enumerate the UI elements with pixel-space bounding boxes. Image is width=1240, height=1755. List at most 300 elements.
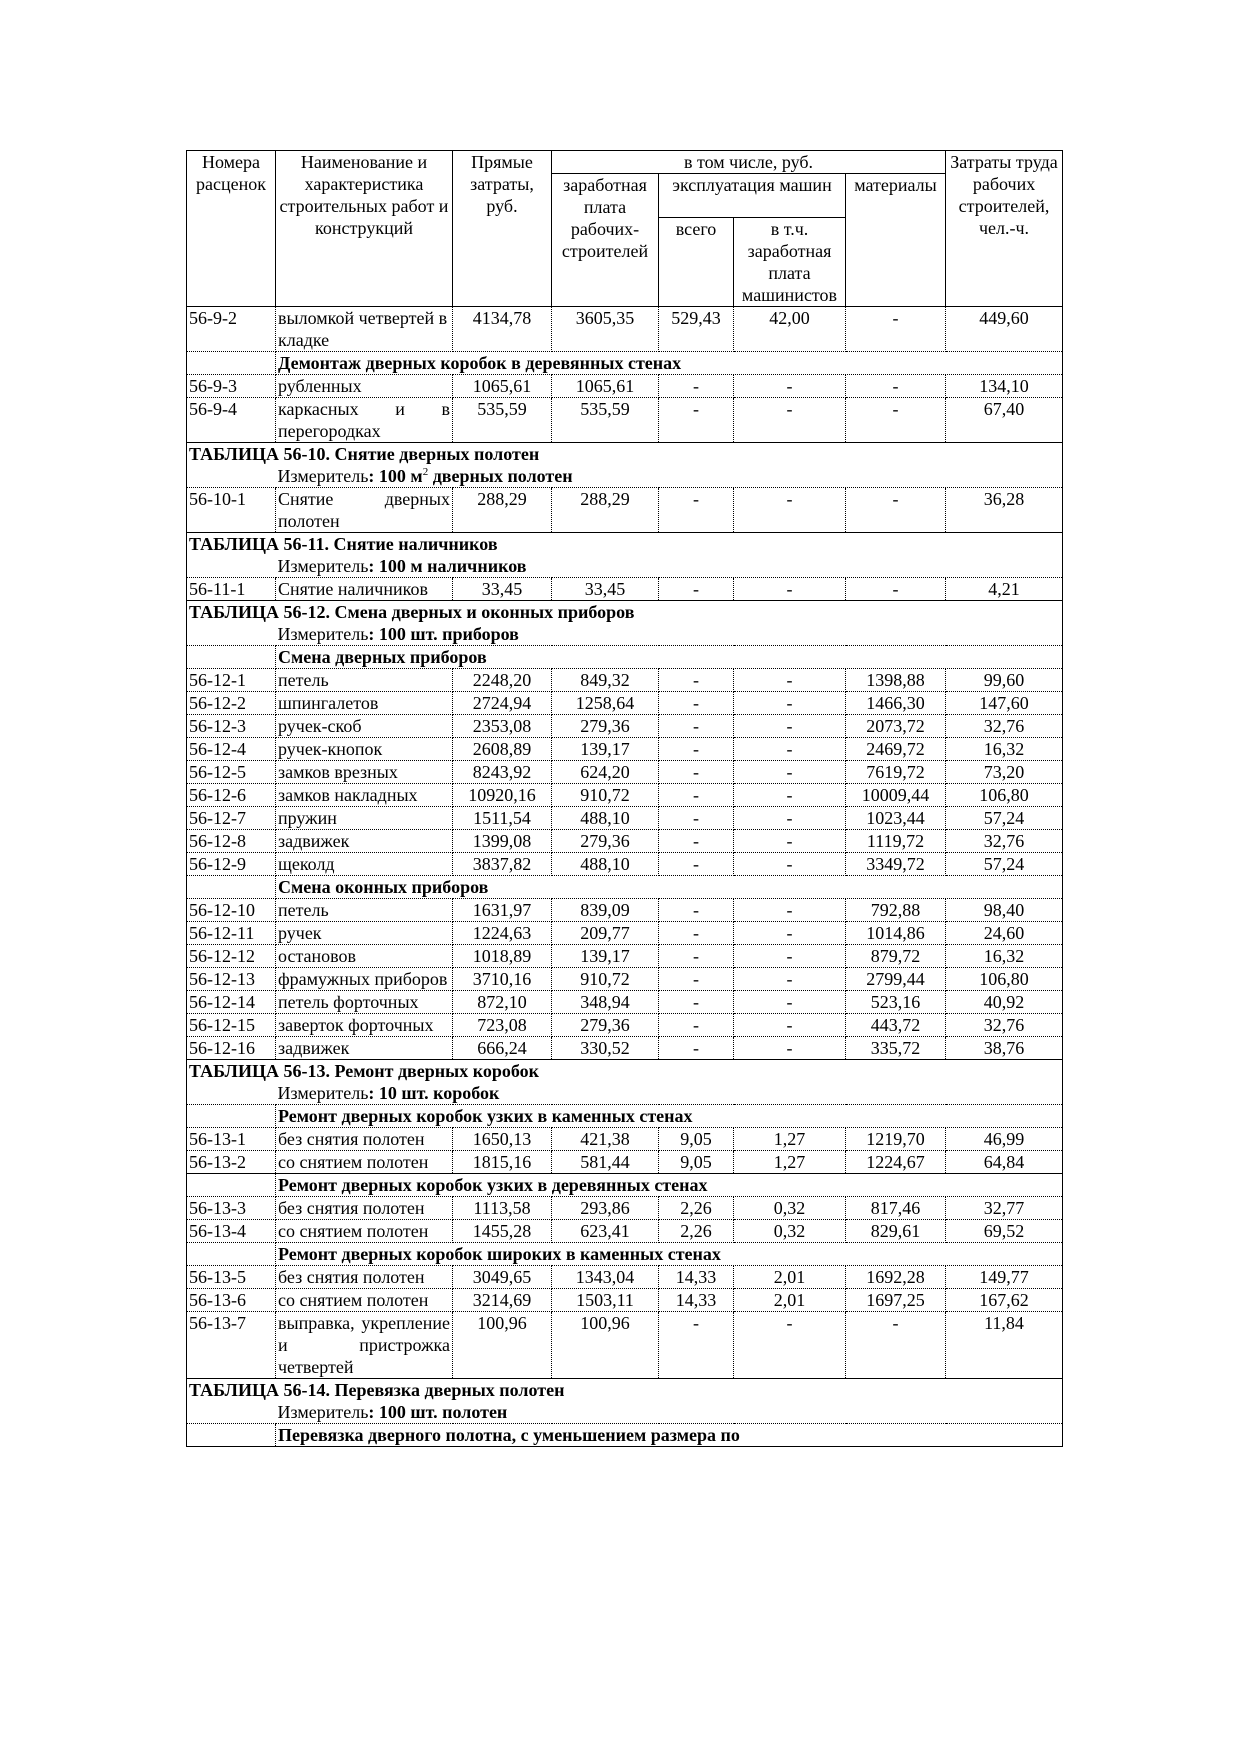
materials-cost: 1119,72	[846, 830, 946, 853]
wage-cost: 839,09	[552, 899, 659, 922]
table-row	[187, 375, 1063, 398]
section-row	[187, 1424, 1063, 1447]
labor-cost: 149,77	[946, 1266, 1063, 1289]
table-body	[187, 307, 1063, 1447]
machines-total: -	[659, 1037, 734, 1060]
machines-total: -	[659, 1312, 734, 1379]
machinist-wage: -	[734, 991, 846, 1014]
rates-document	[186, 150, 1062, 1447]
machinist-wage: -	[734, 488, 846, 533]
direct-cost: 2724,94	[453, 692, 552, 715]
wage-cost: 288,29	[552, 488, 659, 533]
labor-cost: 57,24	[946, 853, 1063, 876]
measure-spacer	[187, 1082, 276, 1105]
wage-cost: 209,77	[552, 922, 659, 945]
work-name: задвижек	[276, 1037, 453, 1060]
direct-cost: 2248,20	[453, 669, 552, 692]
measure-label: Измеритель	[277, 556, 369, 576]
machinist-wage: -	[734, 922, 846, 945]
measure-label: Измеритель	[277, 1083, 369, 1103]
direct-cost: 3837,82	[453, 853, 552, 876]
table-row	[187, 398, 1063, 443]
table-row	[187, 1014, 1063, 1037]
machines-total: -	[659, 945, 734, 968]
header-materials: материалы	[846, 174, 946, 307]
rate-code: 56-12-8	[187, 830, 276, 853]
wage-cost: 421,38	[552, 1128, 659, 1151]
materials-cost: 2799,44	[846, 968, 946, 991]
work-name: выломкой четвертей в кладке	[276, 307, 453, 352]
work-name: выправка, укрепление и пристрожка четвертей	[276, 1312, 453, 1379]
table-row	[187, 1312, 1063, 1379]
wage-cost: 488,10	[552, 853, 659, 876]
wage-cost: 330,52	[552, 1037, 659, 1060]
machinist-wage: -	[734, 715, 846, 738]
labor-cost: 40,92	[946, 991, 1063, 1014]
machinist-wage: 1,27	[734, 1151, 846, 1174]
measure-value: : 100 м	[368, 466, 423, 486]
table-row	[187, 761, 1063, 784]
machinist-wage: -	[734, 761, 846, 784]
measure-value: : 10 шт. коробок	[368, 1083, 500, 1103]
machines-total: 529,43	[659, 307, 734, 352]
rate-code: 56-9-4	[187, 398, 276, 443]
materials-cost: 1466,30	[846, 692, 946, 715]
machines-total: -	[659, 784, 734, 807]
work-name: ручек-скоб	[276, 715, 453, 738]
rate-code: 56-13-1	[187, 1128, 276, 1151]
wage-cost: 581,44	[552, 1151, 659, 1174]
rate-code: 56-12-16	[187, 1037, 276, 1060]
work-name: петель форточных	[276, 991, 453, 1014]
labor-cost: 69,52	[946, 1220, 1063, 1243]
table-title: ТАБЛИЦА 56-11. Снятие наличников	[187, 533, 1063, 556]
direct-cost: 10920,16	[453, 784, 552, 807]
machinist-wage: 2,01	[734, 1266, 846, 1289]
work-name: без снятия полотен	[276, 1197, 453, 1220]
measure-spacer	[187, 555, 276, 578]
work-name: петель	[276, 899, 453, 922]
work-name: каркасных и в перегородках	[276, 398, 453, 443]
labor-cost: 67,40	[946, 398, 1063, 443]
table-row	[187, 1151, 1063, 1174]
direct-cost: 288,29	[453, 488, 552, 533]
work-name: ручек	[276, 922, 453, 945]
labor-cost: 24,60	[946, 922, 1063, 945]
labor-cost: 98,40	[946, 899, 1063, 922]
direct-cost: 2608,89	[453, 738, 552, 761]
wage-cost: 3605,35	[552, 307, 659, 352]
materials-cost: 1219,70	[846, 1128, 946, 1151]
header-mach-total: всего	[659, 218, 734, 307]
table-row	[187, 968, 1063, 991]
measure-row	[187, 465, 1063, 488]
measure-text	[276, 555, 1063, 578]
machines-total: 14,33	[659, 1289, 734, 1312]
table-title-row	[187, 1379, 1063, 1402]
direct-cost: 1018,89	[453, 945, 552, 968]
wage-cost: 348,94	[552, 991, 659, 1014]
section-title: Ремонт дверных коробок узких в деревянных стенах	[276, 1174, 1063, 1197]
header-labor: Затраты труда рабочих строителей, чел.-ч.	[946, 151, 1063, 307]
labor-cost: 16,32	[946, 738, 1063, 761]
rate-code: 56-12-11	[187, 922, 276, 945]
machines-total: -	[659, 738, 734, 761]
direct-cost: 1224,63	[453, 922, 552, 945]
labor-cost: 32,76	[946, 830, 1063, 853]
machines-total: -	[659, 375, 734, 398]
materials-cost: 523,16	[846, 991, 946, 1014]
materials-cost: 1692,28	[846, 1266, 946, 1289]
wage-cost: 1065,61	[552, 375, 659, 398]
materials-cost: 817,46	[846, 1197, 946, 1220]
materials-cost: -	[846, 375, 946, 398]
table-row	[187, 738, 1063, 761]
measure-value: : 100 шт. полотен	[368, 1402, 508, 1422]
rate-code: 56-12-13	[187, 968, 276, 991]
table-title: ТАБЛИЦА 56-12. Смена дверных и оконных приборов	[187, 601, 1063, 624]
materials-cost: 10009,44	[846, 784, 946, 807]
direct-cost: 1511,54	[453, 807, 552, 830]
machines-total: -	[659, 807, 734, 830]
machines-total: -	[659, 715, 734, 738]
wage-cost: 279,36	[552, 715, 659, 738]
table-title-row	[187, 443, 1063, 466]
rate-code: 56-13-4	[187, 1220, 276, 1243]
machines-total: -	[659, 692, 734, 715]
table-title: ТАБЛИЦА 56-10. Снятие дверных полотен	[187, 443, 1063, 466]
section-spacer	[187, 1243, 276, 1266]
rate-code: 56-12-9	[187, 853, 276, 876]
direct-cost: 535,59	[453, 398, 552, 443]
work-name: петель	[276, 669, 453, 692]
measure-row	[187, 623, 1063, 646]
work-name: пружин	[276, 807, 453, 830]
machines-total: -	[659, 578, 734, 601]
table-row	[187, 1037, 1063, 1060]
wage-cost: 535,59	[552, 398, 659, 443]
section-row	[187, 1243, 1063, 1266]
direct-cost: 4134,78	[453, 307, 552, 352]
machinist-wage: -	[734, 1312, 846, 1379]
table-row	[187, 945, 1063, 968]
measure-unit: дверных полотен	[428, 466, 573, 486]
rate-code: 56-12-2	[187, 692, 276, 715]
machinist-wage: -	[734, 945, 846, 968]
work-name: рубленных	[276, 375, 453, 398]
direct-cost: 2353,08	[453, 715, 552, 738]
materials-cost: 1023,44	[846, 807, 946, 830]
labor-cost: 64,84	[946, 1151, 1063, 1174]
machinist-wage: -	[734, 738, 846, 761]
materials-cost: 7619,72	[846, 761, 946, 784]
measure-row	[187, 1082, 1063, 1105]
section-row	[187, 352, 1063, 375]
machines-total: -	[659, 761, 734, 784]
wage-cost: 33,45	[552, 578, 659, 601]
rate-code: 56-12-14	[187, 991, 276, 1014]
table-row	[187, 669, 1063, 692]
rate-code: 56-12-12	[187, 945, 276, 968]
table-row	[187, 1128, 1063, 1151]
materials-cost: 1398,88	[846, 669, 946, 692]
table-title-row	[187, 533, 1063, 556]
machines-total: 9,05	[659, 1151, 734, 1174]
header-incl: в том числе, руб.	[552, 151, 946, 174]
measure-spacer	[187, 623, 276, 646]
rate-code: 56-12-4	[187, 738, 276, 761]
work-name: заверток форточных	[276, 1014, 453, 1037]
rate-code: 56-12-15	[187, 1014, 276, 1037]
table-row	[187, 807, 1063, 830]
work-name: остановов	[276, 945, 453, 968]
wage-cost: 624,20	[552, 761, 659, 784]
materials-cost: 2073,72	[846, 715, 946, 738]
rate-code: 56-13-6	[187, 1289, 276, 1312]
machinist-wage: -	[734, 853, 846, 876]
direct-cost: 723,08	[453, 1014, 552, 1037]
work-name: задвижек	[276, 830, 453, 853]
direct-cost: 1455,28	[453, 1220, 552, 1243]
materials-cost: 1014,86	[846, 922, 946, 945]
measure-text	[276, 623, 1063, 646]
direct-cost: 872,10	[453, 991, 552, 1014]
table-row	[187, 1289, 1063, 1312]
table-row	[187, 715, 1063, 738]
machinist-wage: -	[734, 784, 846, 807]
labor-cost: 167,62	[946, 1289, 1063, 1312]
rate-code: 56-11-1	[187, 578, 276, 601]
machinist-wage: 0,32	[734, 1220, 846, 1243]
machines-total: -	[659, 853, 734, 876]
rate-code: 56-12-1	[187, 669, 276, 692]
machines-total: -	[659, 398, 734, 443]
measure-text	[276, 1401, 1063, 1424]
header-wage: заработная плата рабочих-строителей	[552, 174, 659, 307]
rate-code: 56-12-10	[187, 899, 276, 922]
measure-label: Измеритель	[277, 624, 369, 644]
labor-cost: 99,60	[946, 669, 1063, 692]
wage-cost: 910,72	[552, 968, 659, 991]
section-spacer	[187, 646, 276, 669]
table-row	[187, 1220, 1063, 1243]
header-mach-wage: в т.ч. заработная плата машинистов	[734, 218, 846, 307]
labor-cost: 38,76	[946, 1037, 1063, 1060]
measure-value: : 100 м наличников	[368, 556, 527, 576]
direct-cost: 1815,16	[453, 1151, 552, 1174]
direct-cost: 3049,65	[453, 1266, 552, 1289]
section-row	[187, 1174, 1063, 1197]
wage-cost: 623,41	[552, 1220, 659, 1243]
machines-total: -	[659, 1014, 734, 1037]
wage-cost: 293,86	[552, 1197, 659, 1220]
table-row	[187, 307, 1063, 352]
work-name: шпингалетов	[276, 692, 453, 715]
rate-code: 56-12-5	[187, 761, 276, 784]
machinist-wage: -	[734, 375, 846, 398]
direct-cost: 1113,58	[453, 1197, 552, 1220]
rate-code: 56-12-7	[187, 807, 276, 830]
direct-cost: 3710,16	[453, 968, 552, 991]
direct-cost: 1631,97	[453, 899, 552, 922]
measure-row	[187, 1401, 1063, 1424]
work-name: со снятием полотен	[276, 1289, 453, 1312]
section-title: Перевязка дверного полотна, с уменьшением размера по	[276, 1424, 1063, 1447]
materials-cost: 335,72	[846, 1037, 946, 1060]
work-name: фрамужных приборов	[276, 968, 453, 991]
section-title: Ремонт дверных коробок узких в каменных стенах	[276, 1105, 1063, 1128]
section-spacer	[187, 876, 276, 899]
rate-code: 56-12-6	[187, 784, 276, 807]
table-header	[187, 151, 1063, 307]
table-row	[187, 578, 1063, 601]
wage-cost: 1343,04	[552, 1266, 659, 1289]
header-code: Номера расценок	[187, 151, 276, 307]
machinist-wage: -	[734, 830, 846, 853]
table-title-row	[187, 601, 1063, 624]
materials-cost: -	[846, 1312, 946, 1379]
section-title: Демонтаж дверных коробок в деревянных стенах	[276, 352, 1063, 375]
wage-cost: 849,32	[552, 669, 659, 692]
materials-cost: 879,72	[846, 945, 946, 968]
section-row	[187, 876, 1063, 899]
materials-cost: -	[846, 488, 946, 533]
machinist-wage: -	[734, 1014, 846, 1037]
materials-cost: -	[846, 398, 946, 443]
machines-total: -	[659, 991, 734, 1014]
materials-cost: 1697,25	[846, 1289, 946, 1312]
work-name: без снятия полотен	[276, 1128, 453, 1151]
work-name: Снятие дверных полотен	[276, 488, 453, 533]
direct-cost: 1650,13	[453, 1128, 552, 1151]
rate-code: 56-12-3	[187, 715, 276, 738]
table-title: ТАБЛИЦА 56-14. Перевязка дверных полотен	[187, 1379, 1063, 1402]
table-title-row	[187, 1060, 1063, 1083]
measure-label: Измеритель	[277, 1402, 369, 1422]
section-spacer	[187, 1174, 276, 1197]
work-name: щеколд	[276, 853, 453, 876]
table-row	[187, 692, 1063, 715]
table-row	[187, 922, 1063, 945]
measure-text	[276, 1082, 1063, 1105]
rate-code: 56-10-1	[187, 488, 276, 533]
section-row	[187, 1105, 1063, 1128]
labor-cost: 32,76	[946, 715, 1063, 738]
machines-total: -	[659, 968, 734, 991]
machinist-wage: -	[734, 968, 846, 991]
measure-text	[276, 465, 1063, 488]
machinist-wage: 1,27	[734, 1128, 846, 1151]
wage-cost: 279,36	[552, 1014, 659, 1037]
machinist-wage: -	[734, 578, 846, 601]
labor-cost: 106,80	[946, 968, 1063, 991]
machinist-wage: -	[734, 807, 846, 830]
materials-cost: 2469,72	[846, 738, 946, 761]
table-row	[187, 991, 1063, 1014]
section-spacer	[187, 1105, 276, 1128]
labor-cost: 32,77	[946, 1197, 1063, 1220]
direct-cost: 1065,61	[453, 375, 552, 398]
measure-value: : 100 шт. приборов	[368, 624, 519, 644]
direct-cost: 33,45	[453, 578, 552, 601]
measure-spacer	[187, 465, 276, 488]
wage-cost: 279,36	[552, 830, 659, 853]
wage-cost: 100,96	[552, 1312, 659, 1379]
rate-code: 56-13-5	[187, 1266, 276, 1289]
table-title: ТАБЛИЦА 56-13. Ремонт дверных коробок	[187, 1060, 1063, 1083]
labor-cost: 32,76	[946, 1014, 1063, 1037]
machines-total: 14,33	[659, 1266, 734, 1289]
materials-cost: 792,88	[846, 899, 946, 922]
header-direct: Прямые затраты, руб.	[453, 151, 552, 307]
materials-cost: -	[846, 307, 946, 352]
labor-cost: 57,24	[946, 807, 1063, 830]
measure-spacer	[187, 1401, 276, 1424]
section-title: Ремонт дверных коробок широких в каменных стенах	[276, 1243, 1063, 1266]
materials-cost: 1224,67	[846, 1151, 946, 1174]
direct-cost: 100,96	[453, 1312, 552, 1379]
table-row	[187, 488, 1063, 533]
section-row	[187, 646, 1063, 669]
direct-cost: 8243,92	[453, 761, 552, 784]
materials-cost: 3349,72	[846, 853, 946, 876]
work-name: замков накладных	[276, 784, 453, 807]
machines-total: 2,26	[659, 1197, 734, 1220]
labor-cost: 147,60	[946, 692, 1063, 715]
rate-code: 56-9-2	[187, 307, 276, 352]
labor-cost: 73,20	[946, 761, 1063, 784]
machinist-wage: 42,00	[734, 307, 846, 352]
table-row	[187, 1197, 1063, 1220]
rate-code: 56-13-3	[187, 1197, 276, 1220]
labor-cost: 16,32	[946, 945, 1063, 968]
labor-cost: 46,99	[946, 1128, 1063, 1151]
materials-cost: -	[846, 578, 946, 601]
rate-code: 56-13-7	[187, 1312, 276, 1379]
work-name: ручек-кнопок	[276, 738, 453, 761]
work-name: Снятие наличников	[276, 578, 453, 601]
machinist-wage: -	[734, 899, 846, 922]
work-name: без снятия полотен	[276, 1266, 453, 1289]
section-spacer	[187, 1424, 276, 1447]
machinist-wage: 0,32	[734, 1197, 846, 1220]
table-row	[187, 830, 1063, 853]
section-spacer	[187, 352, 276, 375]
wage-cost: 139,17	[552, 738, 659, 761]
rates-table	[186, 150, 1063, 1447]
table-row	[187, 784, 1063, 807]
machinist-wage: -	[734, 669, 846, 692]
work-name: со снятием полотен	[276, 1151, 453, 1174]
direct-cost: 666,24	[453, 1037, 552, 1060]
direct-cost: 3214,69	[453, 1289, 552, 1312]
measure-sup: 2	[422, 466, 429, 478]
wage-cost: 1258,64	[552, 692, 659, 715]
table-row	[187, 899, 1063, 922]
measure-label: Измеритель	[277, 466, 369, 486]
machines-total: -	[659, 899, 734, 922]
machinist-wage: -	[734, 398, 846, 443]
machines-total: -	[659, 830, 734, 853]
wage-cost: 1503,11	[552, 1289, 659, 1312]
rate-code: 56-9-3	[187, 375, 276, 398]
machinist-wage: -	[734, 1037, 846, 1060]
machines-total: -	[659, 922, 734, 945]
labor-cost: 11,84	[946, 1312, 1063, 1379]
wage-cost: 488,10	[552, 807, 659, 830]
labor-cost: 4,21	[946, 578, 1063, 601]
rate-code: 56-13-2	[187, 1151, 276, 1174]
